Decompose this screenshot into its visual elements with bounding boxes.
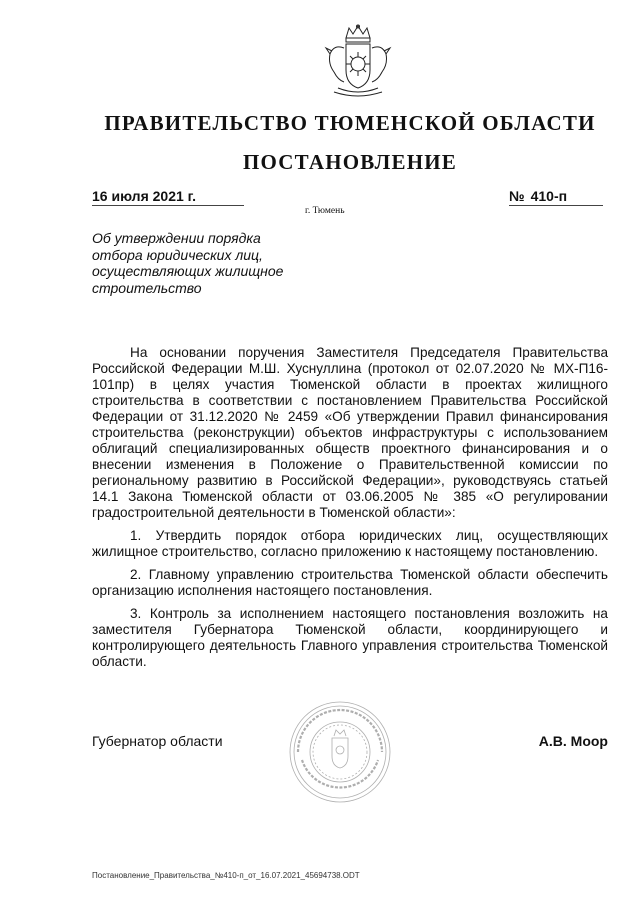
document-date: 16 июля 2021 г. xyxy=(92,187,244,206)
organization-title: ПРАВИТЕЛЬСТВО ТЮМЕНСКОЙ ОБЛАСТИ xyxy=(104,111,596,135)
item-1-paragraph: 1. Утвердить порядок отбора юридических лиц, осуществляющих жилищное строительство, согласно приложению к настоящему постановлению. xyxy=(92,528,608,559)
official-seal-icon xyxy=(288,700,392,804)
issue-city: г. Тюмень xyxy=(305,206,345,216)
coat-of-arms-icon xyxy=(316,24,400,104)
file-footer: Постановление_Правительства_№410-п_от_16.07.2021_45694738.ODT xyxy=(92,871,360,880)
subject-line: Об утверждении порядка xyxy=(92,230,261,246)
document-subject xyxy=(92,230,292,296)
document-number-field xyxy=(509,187,603,206)
document-body xyxy=(92,345,608,677)
signer-name: А.В. Моор xyxy=(538,733,608,749)
item-3-paragraph: 3. Контроль за исполнением настоящего постановления возложить на заместителя Губернатора Тюменской области, координирующего и контролирующего деятельность Главного управления строительства Тюменской области. xyxy=(92,606,608,669)
document-number: 410-п xyxy=(530,188,568,204)
document-type: ПОСТАНОВЛЕНИЕ xyxy=(242,150,458,174)
preamble-paragraph: На основании поручения Заместителя Председателя Правительства Российской Федерации М.Ш. Хуснуллина (протокол от 02.07.2020 № МХ-П16-101пр) в целях участия Тюменской области в проектах жилищного строительства в соответствии с постановлением Правительства Российской Федерации от 31.12.2020 № 2459 «Об утверждении Правил финансирования строительства (реконструкции) объектов инфраструктуры с использованием облигаций специализированных обществ проектного финансирования и о внесении изменения в Положение о Правительственной комиссии по региональному развитию в Российской Федерации», руководствуясь статьей 14.1 Закона Тюменской области от 03.06.2005 № 385 «О регулировании градостроительной деятельности в Тюменской области»: xyxy=(92,345,608,520)
item-2-paragraph: 2. Главному управлению строительства Тюменской области обеспечить организацию исполнения настоящего постановления. xyxy=(92,567,608,598)
subject-line: строительство xyxy=(92,279,202,296)
signer-title: Губернатор области xyxy=(92,733,223,749)
subject-line: отбора юридических лиц, xyxy=(92,246,263,263)
subject-line: осуществляющих жилищное xyxy=(92,263,284,279)
number-sign: № xyxy=(509,188,525,204)
